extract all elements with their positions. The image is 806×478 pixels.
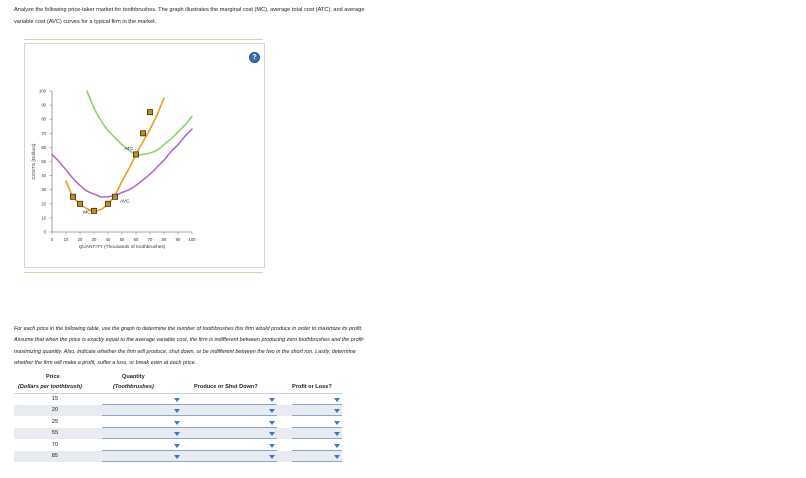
instructions [14, 324, 424, 369]
table-row [14, 417, 342, 428]
chevron-down-icon [174, 409, 180, 413]
intro-line-1: Analyze the following price-taker market for toothbrushes. The graph illustrates the marginal cost (MC), average total cost (ATC), and average [14, 7, 365, 13]
price-cell: 70 [51, 442, 59, 448]
x-tick-label: 60 [133, 237, 139, 242]
mc-marker [140, 131, 145, 136]
chevron-down-icon [269, 398, 275, 402]
atc-label: ATC [124, 147, 134, 153]
chevron-down-icon [334, 432, 340, 436]
produce-dropdown[interactable] [182, 429, 277, 439]
chevron-down-icon [269, 409, 275, 413]
profit-dropdown[interactable] [292, 429, 342, 439]
x-tick-label: 80 [161, 237, 167, 242]
mc-marker [147, 110, 152, 115]
y-tick-label: 80 [41, 116, 46, 122]
quantity-dropdown[interactable] [102, 406, 182, 416]
avc-label: AVC [120, 199, 130, 205]
y-tick-label: 0 [43, 229, 46, 235]
x-tick-label: 100 [188, 237, 196, 242]
price-subheader: (Dollars per toothbrush) [18, 384, 83, 390]
profit-dropdown[interactable] [292, 395, 342, 405]
price-cell: 85 [51, 453, 59, 459]
price-header: Price [46, 374, 60, 380]
x-tick-label: 0 [50, 237, 54, 242]
price-cell: 25 [51, 419, 59, 425]
top-divider [24, 39, 263, 40]
y-axis-label: COSTS (Dollars) [32, 143, 37, 180]
mc-label: MC [83, 210, 91, 216]
mc-marker [91, 208, 96, 213]
produce-header: Produce or Shut Down? [194, 384, 258, 390]
instructions-line-2: Assume that when the price is exactly equal to the average variable cost, the firm is indifferent between producing zero toothbrushes and the profit- [14, 337, 365, 344]
x-tick-label: 10 [63, 237, 69, 242]
mc-marker [77, 201, 82, 206]
produce-dropdown[interactable] [182, 395, 277, 405]
table-row [14, 394, 342, 405]
chevron-down-icon [334, 421, 340, 425]
y-tick-label: 10 [41, 215, 46, 221]
table-row [14, 428, 342, 439]
chevron-down-icon [269, 421, 275, 425]
produce-dropdown[interactable] [182, 452, 277, 462]
quantity-header: Quantity [122, 374, 145, 380]
intro-line-2: variable cost (AVC) curves for a typical firm in the market. [14, 19, 157, 25]
price-cell: 55 [51, 430, 59, 436]
chevron-down-icon [174, 398, 180, 402]
intro-text [14, 4, 474, 28]
produce-dropdown[interactable] [182, 441, 277, 451]
produce-dropdown[interactable] [182, 406, 277, 416]
y-tick-label: 40 [41, 173, 46, 179]
instructions-line-3: maximizing quantity. Also, indicate whether the firm will produce, shut down, or be indifferent between the two in the short run. Lastly, determine [14, 348, 356, 355]
quantity-dropdown[interactable] [102, 418, 182, 428]
chevron-down-icon [334, 444, 340, 448]
chevron-down-icon [269, 444, 275, 448]
chevron-down-icon [334, 409, 340, 413]
profit-dropdown[interactable] [292, 406, 342, 416]
x-tick-label: 40 [105, 237, 111, 242]
price-cell: 20 [51, 407, 59, 413]
price-cell: 15 [51, 396, 59, 402]
profit-header: Profit or Loss? [292, 384, 332, 390]
x-tick-label: 70 [147, 237, 153, 242]
chevron-down-icon [174, 444, 180, 448]
instructions-line-1: For each price in the following table, use the graph to determine the number of toothbrushes this firm would produce in order to maximize its profit. [14, 326, 363, 332]
table-row [14, 451, 342, 462]
x-tick-label: 30 [91, 237, 97, 242]
quantity-dropdown[interactable] [102, 429, 182, 439]
chevron-down-icon [174, 421, 180, 425]
x-tick-label: 50 [119, 237, 125, 242]
mc-marker [133, 152, 138, 157]
profit-dropdown[interactable] [292, 441, 342, 451]
chevron-down-icon [174, 455, 180, 459]
graph-panel [24, 43, 265, 268]
profit-dropdown[interactable] [292, 452, 342, 462]
chevron-down-icon [269, 455, 275, 459]
chevron-down-icon [334, 398, 340, 402]
mc-marker [112, 194, 117, 199]
y-tick-label: 90 [41, 102, 46, 108]
chevron-down-icon [334, 455, 340, 459]
quantity-dropdown[interactable] [102, 395, 182, 405]
quantity-dropdown[interactable] [102, 452, 182, 462]
y-tick-label: 70 [41, 130, 46, 136]
mc-marker [70, 194, 75, 199]
x-tick-label: 20 [77, 237, 83, 242]
table-row [14, 405, 342, 416]
y-tick-label: 100 [39, 88, 46, 94]
quantity-dropdown[interactable] [102, 441, 182, 451]
y-tick-label: 20 [41, 201, 46, 207]
x-axis-label: QUANTITY (Thousands of toothbrushes) [78, 245, 166, 250]
help-icon[interactable]: ? [249, 52, 260, 63]
profit-dropdown[interactable] [292, 418, 342, 428]
y-tick-label: 50 [41, 159, 46, 164]
y-tick-label: 30 [41, 187, 46, 193]
x-tick-label: 90 [175, 237, 181, 242]
quantity-subheader: (Toothbrushes) [113, 384, 154, 390]
atc-curve [87, 91, 192, 155]
y-tick-label: 60 [41, 144, 46, 150]
chevron-down-icon [269, 432, 275, 436]
cost-curves-chart [25, 44, 264, 267]
table-row [14, 440, 342, 451]
chevron-down-icon [174, 432, 180, 436]
instructions-line-4: whether the firm will make a profit, suffer a loss, or break even at each price. [14, 359, 197, 366]
mc-marker [105, 201, 110, 206]
bottom-divider [24, 272, 263, 273]
produce-dropdown[interactable] [182, 418, 277, 428]
